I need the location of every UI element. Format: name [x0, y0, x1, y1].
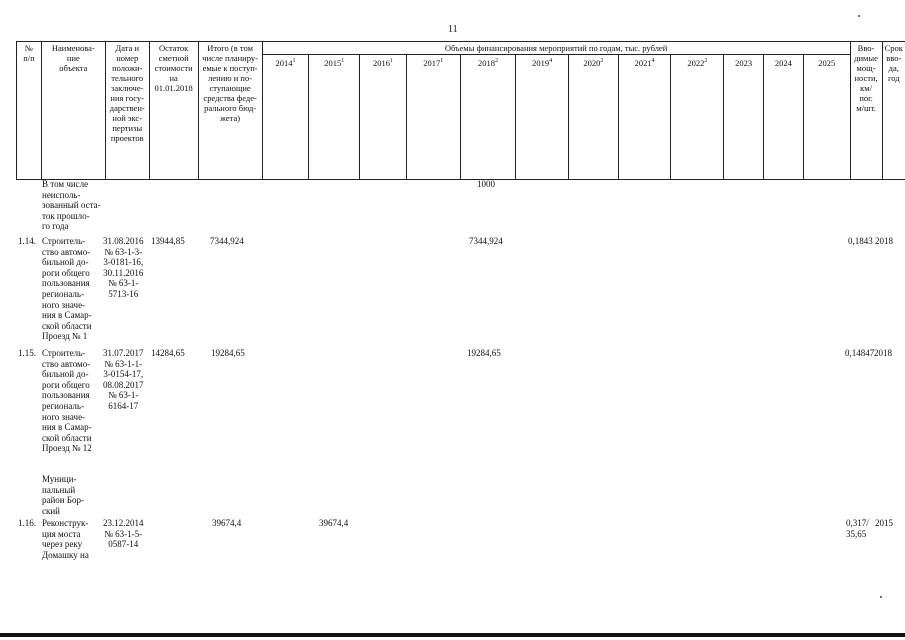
- col-header-name: Наименова- ние объекта: [41, 42, 105, 180]
- col-header-balance: Остаток сметной стоимости на 01.01.2018: [149, 42, 198, 180]
- col-header-term: Срок вво- да, год: [882, 42, 905, 180]
- row-total: 39674,4: [212, 518, 242, 528]
- table-header: [16, 41, 905, 180]
- row-name: Реконструк- ция моста через реку Домашку на: [42, 518, 89, 560]
- col-header-year: 2015$^1$: [309, 55, 360, 180]
- col-header-year: 2017$^1$: [406, 55, 460, 180]
- col-header-year: 2023: [724, 55, 764, 180]
- col-header-year: 2022$^2$: [671, 55, 724, 180]
- row-total: 19284,65: [211, 348, 245, 358]
- row-term: 2015: [875, 518, 893, 528]
- row-term: 2018: [875, 236, 893, 246]
- row-balance: 13944,85: [151, 236, 185, 246]
- row-value-2018: 19284,65: [467, 348, 501, 358]
- row-name: Строитель- ство автомо- бильной до- роги общего пользования региональ- ного значе- ния в Самар- ской области Проезд № 1: [42, 236, 92, 342]
- col-header-year: 2024: [764, 55, 804, 180]
- col-header-funding-group: Объемы финансирования мероприятий по годам, тыс. рублей: [262, 42, 850, 55]
- scan-bottom-edge: [0, 633, 905, 637]
- col-header-num: № п/п: [17, 42, 42, 180]
- col-header-year: 2021$^4$: [618, 55, 671, 180]
- col-header-year: 2018$^2$: [460, 55, 516, 180]
- row-term: 2018: [874, 348, 892, 358]
- row-value-2015: 39674,4: [319, 518, 349, 528]
- row-name: Строитель- ство автомо- бильной до- роги общего пользования региональ- ного значе- ния в Самар- ской области Проезд № 12: [42, 348, 92, 454]
- row-expertise-date: 31.08.2016 № 63-1-3- 3-0181-16, 30.11.2016 № 63-1- 5713-16: [103, 236, 144, 299]
- row-name-unused-remainder: В том числе неисполь- зованный оста- ток прошло- го года: [42, 179, 101, 232]
- scan-speck: [858, 15, 860, 17]
- district-heading: Муници- пальный район Бор- ский: [42, 474, 85, 516]
- row-capacity: 0,317/ 35,65: [846, 518, 869, 539]
- row-expertise-date: 23.12.2014 № 63-1-5- 0587-14: [103, 518, 144, 550]
- row-number: 1.16.: [18, 518, 36, 528]
- col-header-year: 2025: [803, 55, 850, 180]
- col-header-year: 2020$^2$: [569, 55, 619, 180]
- col-header-total: Итого (в том числе планиру- емые к поступ- лению и по- ступающие средства феде- рального бюд- жета): [198, 42, 262, 180]
- row-number: 1.15.: [18, 348, 36, 358]
- row-capacity: 0,1843: [848, 236, 873, 246]
- col-header-year: 2016$^1$: [360, 55, 407, 180]
- row-capacity: 0,14847: [845, 348, 875, 358]
- row-number: 1.14.: [18, 236, 36, 246]
- page-number: 11: [448, 24, 458, 35]
- scan-speck: [880, 596, 882, 598]
- col-header-capacity: Вво- димые мощ- ности, км/ пог. м/шт.: [850, 42, 882, 180]
- col-header-date: Дата и номер положи- тельного заключе- ния госу- дарствен- ной экс- пертизы проектов: [105, 42, 149, 180]
- col-header-year: 2019$^4$: [516, 55, 569, 180]
- col-header-year: 2014$^1$: [262, 55, 309, 180]
- row-value-2018: 7344,924: [469, 236, 503, 246]
- row-value-2018: 1000: [477, 179, 495, 189]
- row-expertise-date: 31.07.2017 № 63-1-1- 3-0154-17, 08.08.2017 № 63-1- 6164-17: [103, 348, 144, 411]
- row-balance: 14284,65: [151, 348, 185, 358]
- row-total: 7344,924: [210, 236, 244, 246]
